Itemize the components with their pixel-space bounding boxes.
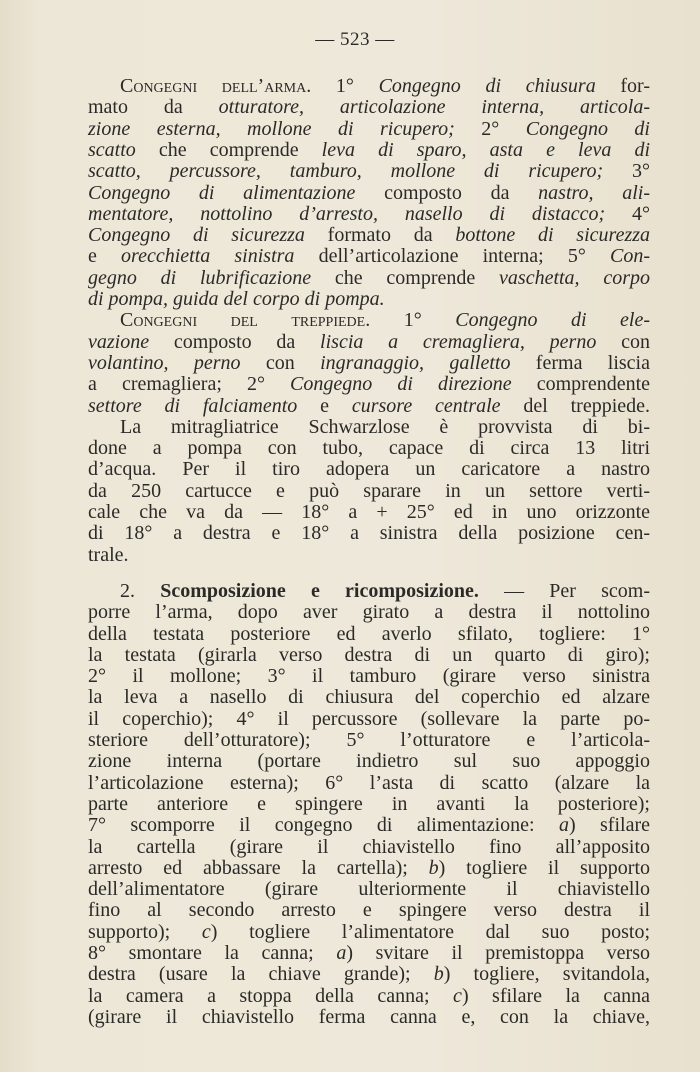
text-line (88, 139, 650, 161)
text-run: 1° (370, 309, 456, 332)
text-run: della testata posteriore ed averlo sfilato, togliere: 1° (88, 622, 650, 645)
italic-text: a (558, 814, 569, 837)
italic-text: Con- (610, 245, 650, 268)
text-line (88, 899, 650, 921)
text-line (88, 352, 650, 374)
text-line (88, 501, 650, 523)
text-run: zione interna (portare indietro sul suo appoggio (88, 750, 650, 773)
text-run: ) togliere, svitandola, (443, 963, 650, 986)
text-run: il coperchio); 4° il percussore (sollevare la parte po- (88, 707, 650, 730)
text-run: arresto ed abbassare la cartella); (88, 856, 429, 879)
text-run: da 250 cartucce e può sparare in un settore verti- (88, 479, 650, 502)
italic-text: leva di sparo, asta e leva di (321, 138, 650, 161)
text-run: ) togliere il supporto (438, 856, 650, 879)
small-caps-heading: Congegni del treppiede. (120, 309, 371, 332)
text-line (88, 522, 650, 544)
text-run: (girare il chiavistello ferma canna e, con la chiave, (88, 1005, 650, 1028)
text-line (88, 267, 650, 289)
text-line (120, 580, 650, 602)
italic-text: orecchietta sinistra (121, 245, 295, 268)
text-run: ) sfilare (568, 814, 650, 837)
text-line (120, 75, 650, 97)
text-run: composto da (355, 181, 539, 204)
text-run: con (240, 351, 321, 374)
text-run: fino al secondo arresto e spingere verso destra il (88, 899, 650, 922)
text-line (120, 309, 650, 331)
text-run: ) svitare il premistoppa verso (346, 942, 650, 964)
italic-text: vaschetta, corpo (499, 266, 650, 289)
text-line (88, 395, 650, 417)
text-line (88, 182, 650, 204)
text-line (88, 644, 650, 666)
text-run: d’acqua. Per il tiro adopera un caricatore a nastro (88, 458, 650, 481)
text-run: formato da (304, 224, 456, 247)
text-line (88, 288, 650, 310)
page-number: — 523 — (315, 29, 395, 50)
italic-text: b (428, 856, 439, 879)
text-line (88, 814, 650, 836)
italic-text: zione esterna, mollone di ricupero; (88, 117, 455, 140)
italic-text: otturatore, articolazione interna, articola- (218, 96, 651, 119)
text-line (88, 331, 650, 353)
text-run: porre l’arma, dopo aver girato a destra il nottolino (88, 601, 650, 624)
text-line (88, 437, 650, 459)
text-run: la camera a stoppa della canna; (88, 984, 454, 1007)
text-run: 7° scomporre il congegno di alimentazione: (88, 814, 559, 837)
text-line (88, 942, 650, 964)
text-run: dell’articolazione interna; 5° (294, 245, 610, 268)
text-run: e (297, 394, 352, 417)
text-run: supporto); (88, 920, 202, 943)
text-run: comprendente (511, 373, 651, 396)
bold-heading: Scomposizione e ricomposizione. (160, 579, 479, 602)
text-run: 1° (311, 75, 379, 97)
text-line (88, 857, 650, 879)
italic-text: bottone di sicurezza (455, 224, 651, 247)
text-run: la testata (girarla verso destra di un quarto di giro); (88, 643, 650, 666)
text-line (88, 623, 650, 645)
text-run: composto da (149, 330, 321, 353)
italic-text: cursore centrale (351, 394, 501, 417)
italic-text: volantino, perno (88, 351, 241, 374)
text-line (88, 96, 650, 118)
text-run: mato da (88, 96, 219, 119)
text-line (88, 793, 650, 815)
text-line (88, 772, 650, 794)
text-line (88, 963, 650, 985)
text-run: steriore dell’otturatore); 5° l’otturatore e l’articola- (88, 729, 650, 751)
text-run: — Per scom- (478, 579, 650, 602)
text-line (88, 836, 650, 858)
text-run: la leva a nasello di chiusura del coperchio ed alzare (88, 686, 650, 709)
text-line (88, 1006, 650, 1028)
text-run: ) sfilare la canna (461, 984, 650, 1007)
italic-text: a (336, 942, 347, 964)
text-run: che comprende (311, 266, 500, 289)
text-run: destra (usare la chiave grande); (88, 963, 434, 986)
text-line (88, 373, 650, 395)
text-line (88, 686, 650, 708)
text-run: con (596, 330, 650, 353)
text-run: 2. (120, 579, 161, 602)
italic-text: c (453, 984, 462, 1007)
italic-text: Congegno di ele- (455, 309, 651, 332)
text-run: di 18° a destra e 18° a sinistra della posizione cen- (88, 522, 650, 545)
text-line (88, 118, 650, 140)
text-run: che comprende (135, 138, 322, 161)
text-run: 4° (605, 202, 651, 225)
text-run: 2° il mollone; 3° il tamburo (girare verso sinistra (88, 665, 650, 688)
italic-text: settore di falciamento (88, 394, 298, 417)
text-line (88, 985, 650, 1007)
text-run: e (88, 245, 122, 268)
italic-text: scatto, percussore, tamburo, mollone di ricupero; (88, 160, 604, 183)
text-run: l’articolazione esterna); 6° l’asta di scatto (alzare la (88, 771, 650, 794)
italic-text: vazione (88, 330, 150, 353)
text-run: 3° (603, 160, 650, 183)
italic-text: Congegno di direzione (290, 373, 512, 396)
text-run: 8° smontare la canna; (88, 942, 337, 964)
text-line (120, 416, 650, 438)
text-line (88, 708, 650, 730)
text-run: ferma liscia (510, 351, 650, 374)
text-run: for- (595, 75, 650, 97)
italic-text: mentatore, nottolino d’arresto, nasello di distacco; (88, 202, 606, 225)
text-line (88, 601, 650, 623)
text-run: la cartella (girare il chiavistello fino all’apposito (88, 835, 650, 858)
text-run: done a pompa con tubo, capace di circa 13 litri (88, 437, 650, 460)
italic-text: Congegno di chiusura (378, 75, 596, 97)
text-run: 2° (454, 117, 526, 140)
text-run: dell’alimentatore (girare ulteriormente il chiavistello (88, 878, 650, 901)
italic-text: c (201, 920, 211, 943)
italic-text: b (433, 963, 444, 986)
text-run: La mitragliatrice Schwarzlose è provvista di bi- (120, 415, 650, 438)
text-line (88, 729, 650, 751)
text-run: ) togliere l’alimentatore dal suo posto; (210, 920, 651, 943)
italic-text: nastro, ali- (538, 181, 651, 204)
text-line (88, 224, 650, 246)
text-line (88, 878, 650, 900)
text-line (88, 665, 650, 687)
italic-text: Congegno di sicurezza (88, 224, 305, 247)
italic-text: di pompa, guida del corpo di pompa. (88, 288, 385, 310)
text-line (88, 480, 650, 502)
italic-text: gegno di lubrificazione (88, 266, 312, 289)
text-run: trale. (88, 543, 129, 566)
small-caps-heading: Congegni dell’arma. (120, 75, 312, 97)
text-run: cale che va da — 18° a + 25° ed in uno orizzonte (88, 501, 650, 523)
italic-text: Congegno di (525, 117, 650, 140)
text-line (88, 750, 650, 772)
italic-text: liscia a cremagliera, perno (320, 330, 597, 353)
text-line (88, 160, 650, 182)
text-line (88, 458, 650, 480)
text-line (88, 921, 650, 943)
text-run: parte anteriore e spingere in avanti la posteriore); (88, 792, 650, 815)
italic-text: ingranaggio, galletto (320, 351, 511, 374)
text-run: a cremagliera; 2° (88, 373, 291, 396)
italic-text: scatto (88, 138, 136, 161)
text-line (88, 203, 650, 225)
text-run: del treppiede. (500, 394, 651, 417)
text-line (88, 544, 650, 566)
italic-text: Congegno di alimentazione (88, 181, 356, 204)
text-line (88, 245, 650, 267)
